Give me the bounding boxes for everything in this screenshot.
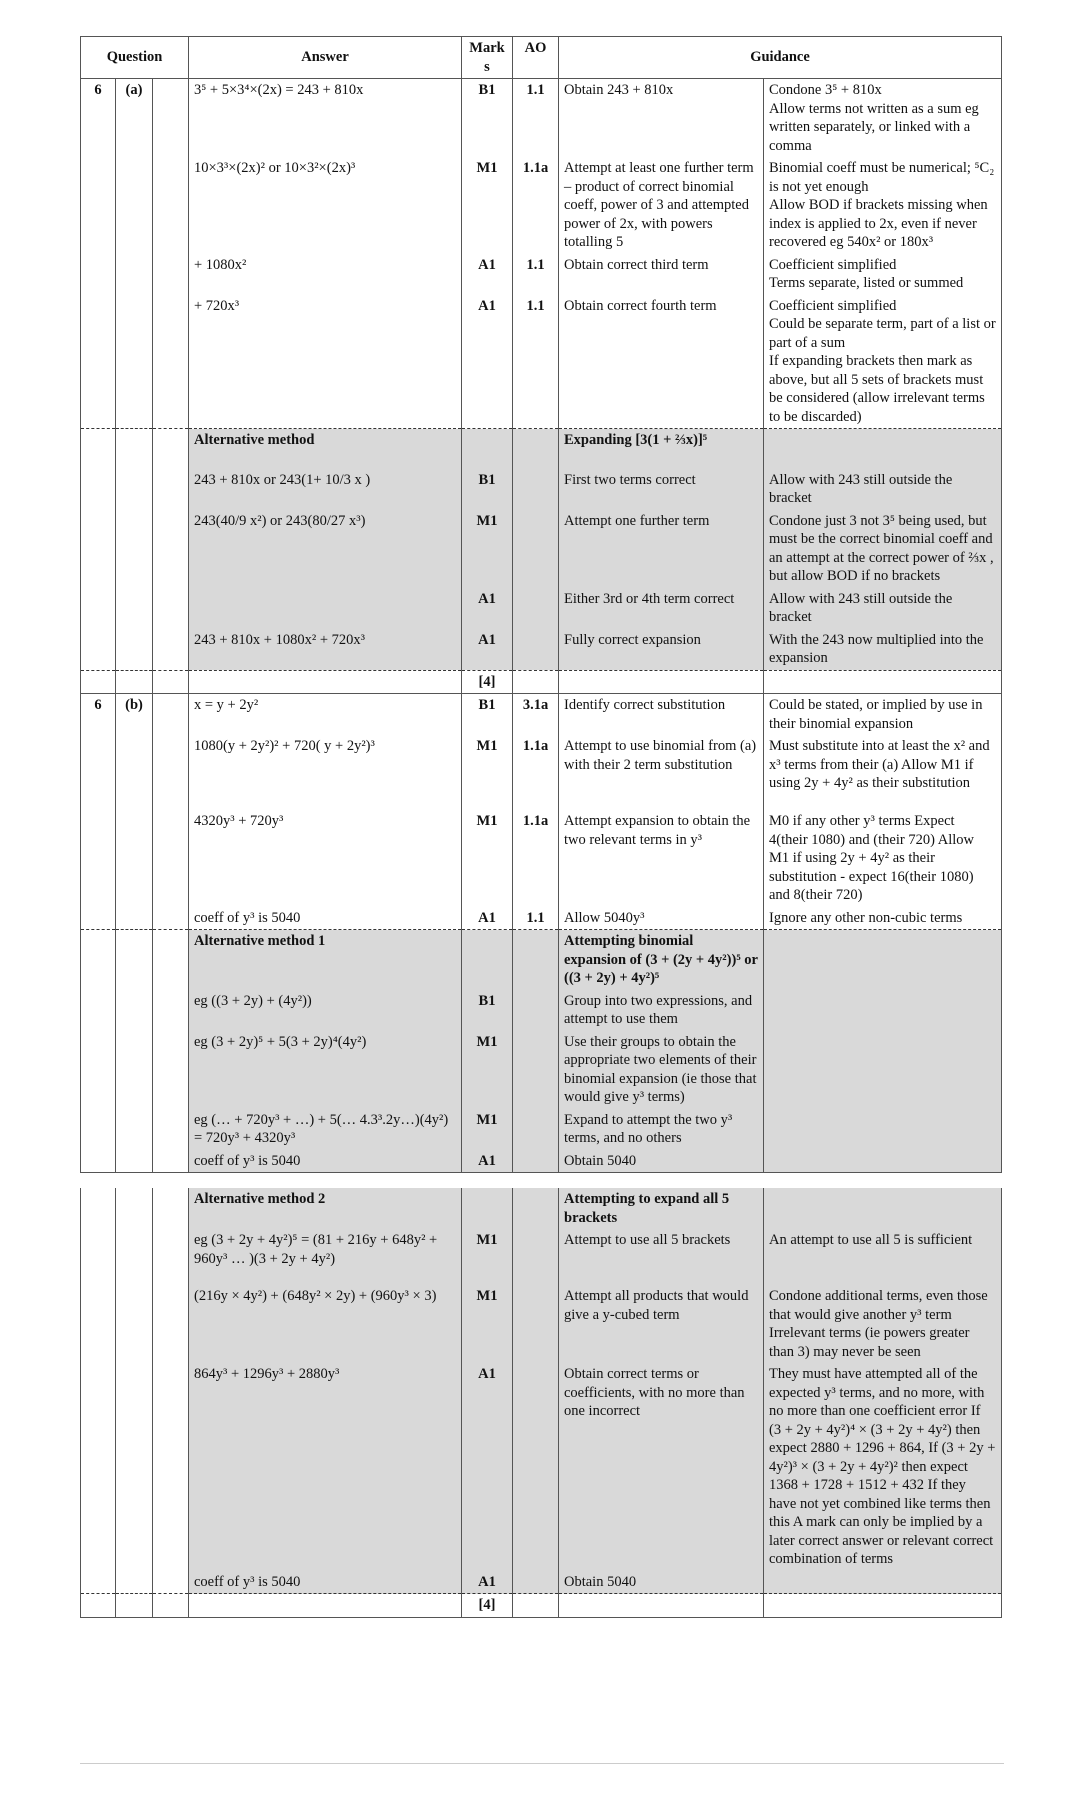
guidance-cell: Obtain correct fourth term xyxy=(559,295,764,429)
alt-method-title: Alternative method 1 xyxy=(189,930,462,990)
footer-divider xyxy=(80,1763,1004,1764)
answer-cell: eg (3 + 2y)⁵ + 5(3 + 2y)⁴(4y²) xyxy=(189,1031,462,1109)
answer-cell: 864y³ + 1296y³ + 2880y³ xyxy=(189,1363,462,1571)
answer-cell: 10×3³×(2x)² or 10×3²×(2x)³ xyxy=(189,157,462,254)
ao-cell: 1.1 xyxy=(513,907,559,930)
mark-cell: M1 xyxy=(462,510,513,588)
answer-cell: coeff of y³ is 5040 xyxy=(189,1571,462,1594)
mark-cell: A1 xyxy=(462,629,513,671)
guidance-cell: Attempt one further term xyxy=(559,510,764,588)
guidance-note: Coefficient simplified Could be separate term, part of a list or part of a sum If expanding brackets then mark as above, but all 5 sets of brackets must be considered (allow irrelevant terms to be discarded) xyxy=(764,295,1002,429)
guidance-cell: Attempt to use all 5 brackets xyxy=(559,1229,764,1285)
header-guidance: Guidance xyxy=(559,37,1002,79)
answer-cell: + 1080x² xyxy=(189,254,462,295)
ao-cell: 1.1 xyxy=(513,295,559,429)
guidance-cell: Identify correct substitution xyxy=(559,694,764,736)
mark-cell: B1 xyxy=(462,990,513,1031)
answer-cell: + 720x³ xyxy=(189,295,462,429)
alt-method-heading: Attempting binomial expansion of (3 + (2y + 4y²))⁵ or ((3 + 2y) + 4y²)⁵ xyxy=(559,930,764,990)
guidance-note: With the 243 now multiplied into the expansion xyxy=(764,629,1002,671)
guidance-cell: Obtain 5040 xyxy=(559,1150,764,1173)
guidance-note: Binomial coeff must be numerical; ⁵C₂ is not yet enough Allow BOD if brackets missing when index is applied to 2x, even if never recovered eg 540x² or 180x³ xyxy=(764,157,1002,254)
guidance-cell: Fully correct expansion xyxy=(559,629,764,671)
mark-cell: A1 xyxy=(462,1571,513,1594)
answer-cell: 243 + 810x + 1080x² + 720x³ xyxy=(189,629,462,671)
mark-cell: M1 xyxy=(462,1229,513,1285)
question-number: 6 xyxy=(81,694,116,736)
mark-cell: A1 xyxy=(462,1363,513,1571)
guidance-note: They must have attempted all of the expected y³ terms, and no more, with no more than one coefficient error If (3 + 2y + 4y²)⁴ × (3 + 2y + 4y²) then expect 2880 + 1296 + 864, If (3 + 2y + 4y²)³ × (3 + 2y + 4y²)² then expect 1368 + 1728 + 1512 + 432 If they have not yet combined like terms then this A mark can only be implied by a later correct answer or relevant correct combination of terms xyxy=(764,1363,1002,1571)
guidance-cell: Obtain 243 + 810x xyxy=(559,79,764,158)
answer-cell: eg ((3 + 2y) + (4y²)) xyxy=(189,990,462,1031)
mark-scheme-table-q6-continued xyxy=(80,1188,1002,1618)
mark-cell: M1 xyxy=(462,735,513,810)
alt-method-title: Alternative method xyxy=(189,429,462,469)
mark-cell: B1 xyxy=(462,469,513,510)
answer-cell: coeff of y³ is 5040 xyxy=(189,907,462,930)
mark-scheme-table-q6 xyxy=(80,36,1002,1173)
total-marks: [4] xyxy=(462,1594,513,1618)
mark-cell: M1 xyxy=(462,157,513,254)
guidance-cell: Group into two expressions, and attempt to use them xyxy=(559,990,764,1031)
answer-cell: 4320y³ + 720y³ xyxy=(189,810,462,907)
question-number: 6 xyxy=(81,79,116,158)
answer-cell: eg (3 + 2y + 4y²)⁵ = (81 + 216y + 648y² + 960y³ … )(3 + 2y + 4y²) xyxy=(189,1229,462,1285)
guidance-cell: Expand to attempt the two y³ terms, and no others xyxy=(559,1109,764,1150)
guidance-note: Condone additional terms, even those that would give another y³ term Irrelevant terms (ie powers greater than 3) may never be seen xyxy=(764,1285,1002,1363)
answer-cell: coeff of y³ is 5040 xyxy=(189,1150,462,1173)
answer-cell: eg (… + 720y³ + …) + 5(… 4.3³.2y…)(4y²) = 720y³ + 4320y³ xyxy=(189,1109,462,1150)
total-marks: [4] xyxy=(462,670,513,694)
mark-cell: B1 xyxy=(462,694,513,736)
answer-cell: 243(40/9 x²) or 243(80/27 x³) xyxy=(189,510,462,588)
answer-cell: 243 + 810x or 243(1+ 10/3 x ) xyxy=(189,469,462,510)
guidance-cell: Use their groups to obtain the appropriate two elements of their binomial expansion (ie those that would give y³ terms) xyxy=(559,1031,764,1109)
ao-cell: 1.1a xyxy=(513,810,559,907)
mark-cell: M1 xyxy=(462,1285,513,1363)
ao-cell: 1.1a xyxy=(513,157,559,254)
guidance-note: Ignore any other non-cubic terms xyxy=(764,907,1002,930)
guidance-cell: Obtain correct third term xyxy=(559,254,764,295)
guidance-note: M0 if any other y³ terms Expect 4(their 1080) and (their 720) Allow M1 if using 2y + 4y² as their substitution - expect 16(their 1080) and 8(their 720) xyxy=(764,810,1002,907)
answer-cell: (216y × 4y²) + (648y² × 2y) + (960y³ × 3) xyxy=(189,1285,462,1363)
guidance-note: Condone just 3 not 3⁵ being used, but must be the correct binomial coeff and an attempt at the correct power of ⅔x , but allow BOD if no brackets xyxy=(764,510,1002,588)
ao-cell: 1.1a xyxy=(513,735,559,810)
answer-cell xyxy=(189,588,462,629)
guidance-cell: Attempt to use binomial from (a) with their 2 term substitution xyxy=(559,735,764,810)
guidance-cell: Allow 5040y³ xyxy=(559,907,764,930)
header-ao: AO xyxy=(513,37,559,79)
ao-cell: 1.1 xyxy=(513,79,559,158)
guidance-cell: Attempt expansion to obtain the two relevant terms in y³ xyxy=(559,810,764,907)
guidance-cell: Either 3rd or 4th term correct xyxy=(559,588,764,629)
ao-cell: 1.1 xyxy=(513,254,559,295)
guidance-cell: First two terms correct xyxy=(559,469,764,510)
mark-cell: A1 xyxy=(462,295,513,429)
guidance-note: Allow with 243 still outside the bracket xyxy=(764,588,1002,629)
guidance-note: Must substitute into at least the x² and x³ terms from their (a) Allow M1 if using 2y + 4y² as their substitution xyxy=(764,735,1002,810)
guidance-note: An attempt to use all 5 is sufficient xyxy=(764,1229,1002,1285)
header-answer: Answer xyxy=(189,37,462,79)
mark-cell: A1 xyxy=(462,254,513,295)
mark-cell: M1 xyxy=(462,1031,513,1109)
answer-cell: 3⁵ + 5×3⁴×(2x) = 243 + 810x xyxy=(189,79,462,158)
answer-cell: 1080(y + 2y²)² + 720( y + 2y²)³ xyxy=(189,735,462,810)
mark-cell: M1 xyxy=(462,1109,513,1150)
guidance-note: Coefficient simplified Terms separate, listed or summed xyxy=(764,254,1002,295)
answer-cell: x = y + 2y² xyxy=(189,694,462,736)
alt-method-heading: Attempting to expand all 5 brackets xyxy=(559,1188,764,1229)
guidance-note: Allow with 243 still outside the bracket xyxy=(764,469,1002,510)
guidance-cell: Obtain 5040 xyxy=(559,1571,764,1594)
guidance-note: Could be stated, or implied by use in their binomial expansion xyxy=(764,694,1002,736)
ao-cell: 3.1a xyxy=(513,694,559,736)
guidance-note: Condone 3⁵ + 810x Allow terms not written as a sum eg written separately, or linked with a comma xyxy=(764,79,1002,158)
mark-cell: A1 xyxy=(462,1150,513,1173)
alt-method-title: Alternative method 2 xyxy=(189,1188,462,1229)
mark-cell: A1 xyxy=(462,588,513,629)
alt-method-heading: Expanding [3(1 + ⅔x)]⁵ xyxy=(559,429,764,469)
mark-cell: A1 xyxy=(462,907,513,930)
mark-cell: M1 xyxy=(462,810,513,907)
header-row xyxy=(81,37,1002,79)
question-part: (a) xyxy=(116,79,153,158)
guidance-cell: Attempt at least one further term – product of correct binomial coeff, power of 3 and attempted power of 2x, with powers totalling 5 xyxy=(559,157,764,254)
header-marks: Mark s xyxy=(462,37,513,79)
question-part: (b) xyxy=(116,694,153,736)
guidance-cell: Obtain correct terms or coefficients, with no more than one incorrect xyxy=(559,1363,764,1571)
guidance-cell: Attempt all products that would give a y-cubed term xyxy=(559,1285,764,1363)
header-question: Question xyxy=(81,37,189,79)
mark-cell: B1 xyxy=(462,79,513,158)
